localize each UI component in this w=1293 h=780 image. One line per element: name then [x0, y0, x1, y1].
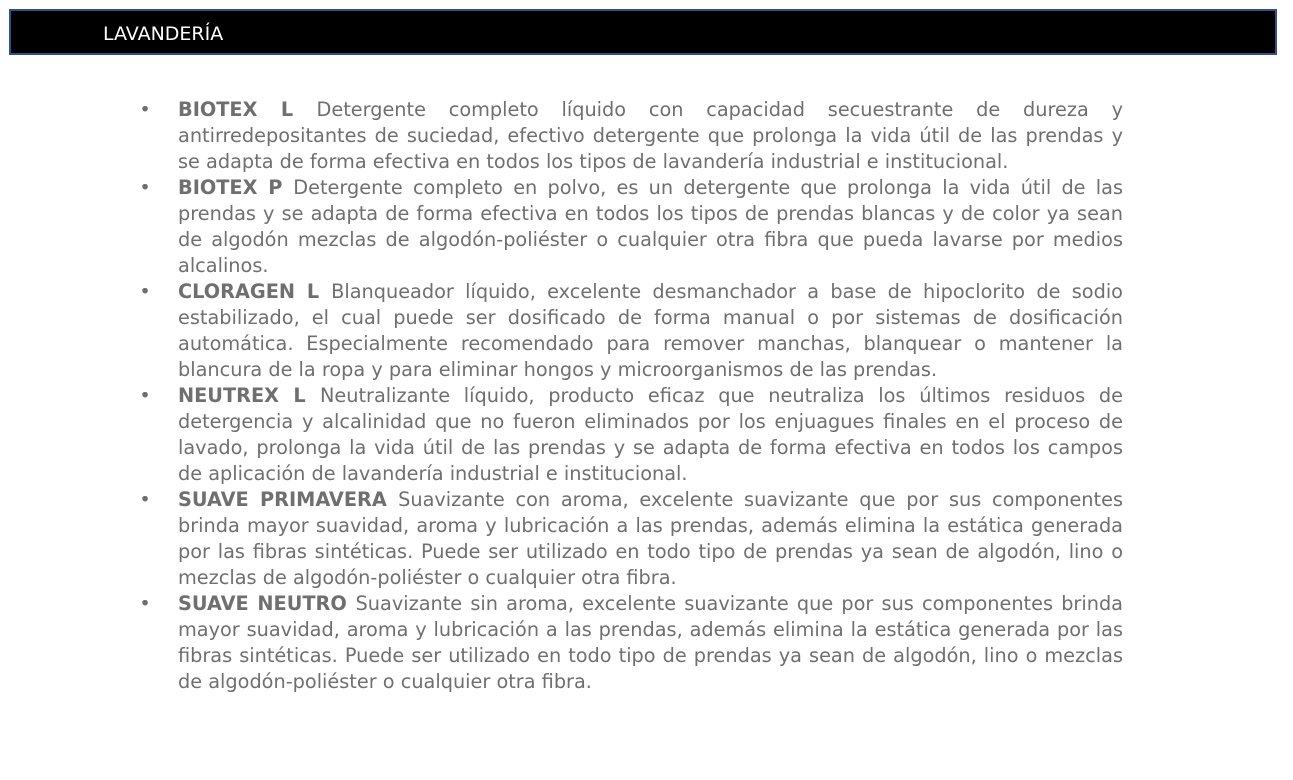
product-name: CLORAGEN L: [178, 280, 332, 303]
list-item: [139, 97, 1123, 175]
bullet-icon: •: [139, 592, 151, 615]
product-name: BIOTEX P: [178, 176, 294, 199]
bullet-icon: •: [139, 98, 151, 121]
list-item: [139, 383, 1123, 487]
product-list: [139, 97, 1124, 695]
product-name: SUAVE NEUTRO: [178, 592, 356, 615]
product-name: BIOTEX L: [178, 98, 317, 121]
list-item: [139, 487, 1123, 591]
list-item: [139, 279, 1123, 383]
section-title: LAVANDERÍA: [103, 23, 224, 45]
bullet-icon: •: [139, 488, 151, 511]
product-description: Detergente completo líquido con capacidad secuestrante de dureza y antirredepositantes de suciedad, efectivo detergente que prolonga la vida útil de las prendas y se adapta de forma efectiva en todos los tipos de lavandería industrial e institucional.: [178, 98, 1123, 173]
bullet-icon: •: [139, 384, 151, 407]
product-description: Suavizante sin aroma, excelente suavizante que por sus componentes brinda mayor suavidad, aroma y lubricación a las prendas, además elimina la estática generada por las fibras sintéticas. Puede ser utilizado en todo tipo de prendas ya sean de algodón, lino o mezclas de algodón-poliéster o cualquier otra fibra.: [178, 592, 1123, 693]
bullet-icon: •: [139, 280, 151, 303]
product-description: Blanqueador líquido, excelente desmanchador a base de hipoclorito de sodio estabilizado, el cual puede ser dosificado de forma manual o por sistemas de dosificación automática. Especialmente recomendado para remover manchas, blanquear o mantener la blancura de la ropa y para eliminar hongos y microorganismos de las prendas.: [178, 280, 1123, 381]
list-item: [139, 175, 1124, 279]
list-item: [139, 591, 1123, 695]
product-description: Detergente completo en polvo, es un detergente que prolonga la vida útil de las prendas y se adapta de forma efectiva en todos los tipos de prendas blancas y de color ya sean de algodón mezclas de algodón-poliéster o cualquier otra fibra que pueda lavarse por medios alcalinos.: [178, 176, 1124, 277]
product-name: SUAVE PRIMAVERA: [178, 488, 399, 511]
section-header-bar: [9, 9, 1277, 55]
bullet-icon: •: [139, 176, 151, 199]
product-description: Suavizante con aroma, excelente suavizante que por sus componentes brinda mayor suavidad, aroma y lubricación a las prendas, además elimina la estática generada por las fibras sintéticas. Puede ser utilizado en todo tipo de prendas ya sean de algodón, lino o mezclas de algodón-poliéster o cualquier otra fibra.: [178, 488, 1123, 589]
product-name: NEUTREX L: [178, 384, 320, 407]
product-description: Neutralizante líquido, producto eficaz que neutraliza los últimos residuos de detergencia y alcalinidad que no fueron eliminados por los enjuagues finales en el proceso de lavado, prolonga la vida útil de las prendas y se adapta de forma efectiva en todos los campos de aplicación de lavandería industrial e institucional.: [178, 384, 1123, 485]
